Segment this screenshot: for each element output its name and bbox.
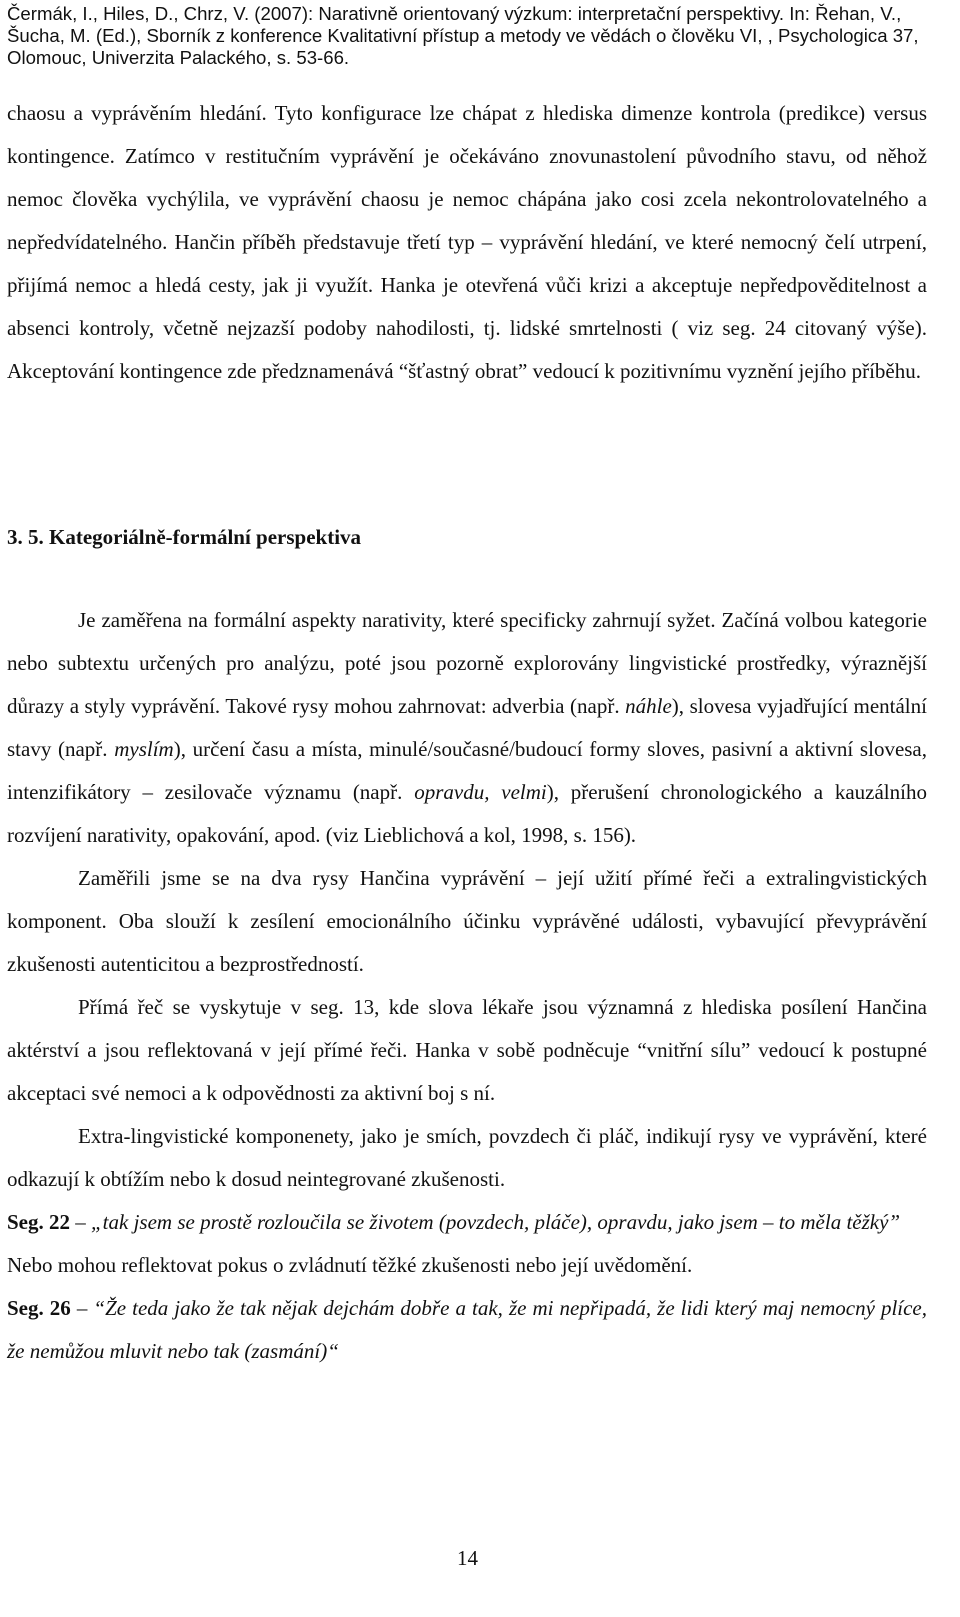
paragraph-narrative-types: chaosu a vyprávěním hledání. Tyto konfigurace lze chápat z hlediska dimenze kontrola (predikce) versus kontingence. Zatímco v restitučním vyprávění je očekáváno znovunastolení původního stavu, od něhož nemoc člověka vychýlila, ve vyprávění chaosu je nemoc chápána jako cosi zcela nekontrolovatelného a nepředvídatelného. Hančin příběh představuje třetí typ – vyprávění hledání, ve které nemocný čelí utrpení, přijímá nemoc a hledá cesty, jak ji využít. Hanka je otevřená vůči krizi a akceptuje nepředpověditelnost a absenci kontroly, včetně nejzazší podoby nahodilosti, tj. lidské smrtelnosti ( viz seg. 24 citovaný výše). Akceptování kontingence zde předznamenává “šťastný obrat” vedoucí k pozitivnímu vyznění jejího příběhu. bbox=[7, 101, 927, 383]
italic-example: myslím bbox=[114, 737, 174, 761]
citation-line-3: Olomouc, Univerzita Palackého, s. 53-66. bbox=[7, 47, 350, 68]
segment-22 bbox=[7, 1201, 927, 1244]
text-run: Je zaměřena na formální aspekty narativity, které specificky zahrnují syžet. Začíná volbou kategorie nebo subtextu určených pro analýzu, poté jsou pozorně explorovány lingvistické prostředky, výraznější důrazy a styly vyprávění. Takové rysy mohou zahrnovat: adverbia (např. bbox=[7, 608, 927, 718]
segment-dash: – bbox=[70, 1296, 94, 1320]
text-run: ), přerušení chronologického a kauzálního rozvíjení narativity, opakování, apod. (viz Lieblichová a kol, 1998, s. 156). bbox=[7, 780, 927, 847]
segment-26 bbox=[7, 1287, 927, 1373]
paragraph-formal-aspects bbox=[7, 599, 927, 857]
italic-example: opravdu, velmi bbox=[414, 780, 547, 804]
citation-line-2: Šucha, M. (Ed.), Sborník z konference Kvalitativní přístup a metody ve vědách o člověku VI, , Psychologica 37, bbox=[7, 25, 919, 46]
paragraph-reflection: Nebo mohou reflektovat pokus o zvládnutí těžké zkušenosti nebo její uvědomění. bbox=[7, 1253, 693, 1277]
segment-quote: “Že teda jako že tak nějak dejchám dobře a tak, že mi nepřipadá, že lidi který maj nemocný plíce, že nemůžou mluvit nebo tak (zasmání)“ bbox=[7, 1296, 928, 1363]
segment-dash: – bbox=[70, 1210, 91, 1234]
citation-line-1: Čermák, I., Hiles, D., Chrz, V. (2007): Narativně orientovaný výzkum: interpretační perspektivy. In: Řehan, V., bbox=[7, 3, 902, 24]
segment-quote: „tak jsem se prostě rozloučila se životem (povzdech, pláče), opravdu, jako jsem – to měla těžký” bbox=[91, 1210, 901, 1234]
segment-label: Seg. 26 bbox=[7, 1296, 71, 1320]
text-run: ), určení času a místa, minulé/současné/budoucí formy sloves, pasivní a aktivní slovesa, intenzifikátory – zesilovače významu (např. bbox=[7, 737, 928, 804]
body-section-2 bbox=[7, 599, 927, 1373]
text-run: ), slovesa vyjadřující mentální stavy (např. bbox=[7, 694, 927, 761]
body-section-1 bbox=[7, 92, 927, 393]
segment-label: Seg. 22 bbox=[7, 1210, 70, 1234]
paragraph-two-features: Zaměřili jsme se na dva rysy Hančina vyprávění – její užití přímé řeči a extralingvistických komponent. Oba slouží k zesílení emocionálního účinku vyprávěné události, vybavující převyprávění zkušenosti autenticitou a bezprostředností. bbox=[7, 866, 927, 976]
italic-example: náhle bbox=[625, 694, 672, 718]
page-number: 14 bbox=[457, 1546, 478, 1570]
section-heading: 3. 5. Kategoriálně-formální perspektiva bbox=[7, 525, 362, 549]
citation-header bbox=[7, 3, 955, 69]
paragraph-extralinguistic: Extra-lingvistické komponenety, jako je smích, povzdech či pláč, indikují rysy ve vyprávění, které odkazují k obtížím nebo k dosud neintegrované zkušenosti. bbox=[7, 1124, 927, 1191]
paragraph-direct-speech: Přímá řeč se vyskytuje v seg. 13, kde slova lékaře jsou významná z hlediska posílení Hančina aktérství a jsou reflektovaná v její přímé řeči. Hanka v sobě podněcuje “vnitřní sílu” vedoucí k postupné akceptaci své nemoci a k odpovědnosti za aktivní boj s ní. bbox=[7, 995, 927, 1105]
